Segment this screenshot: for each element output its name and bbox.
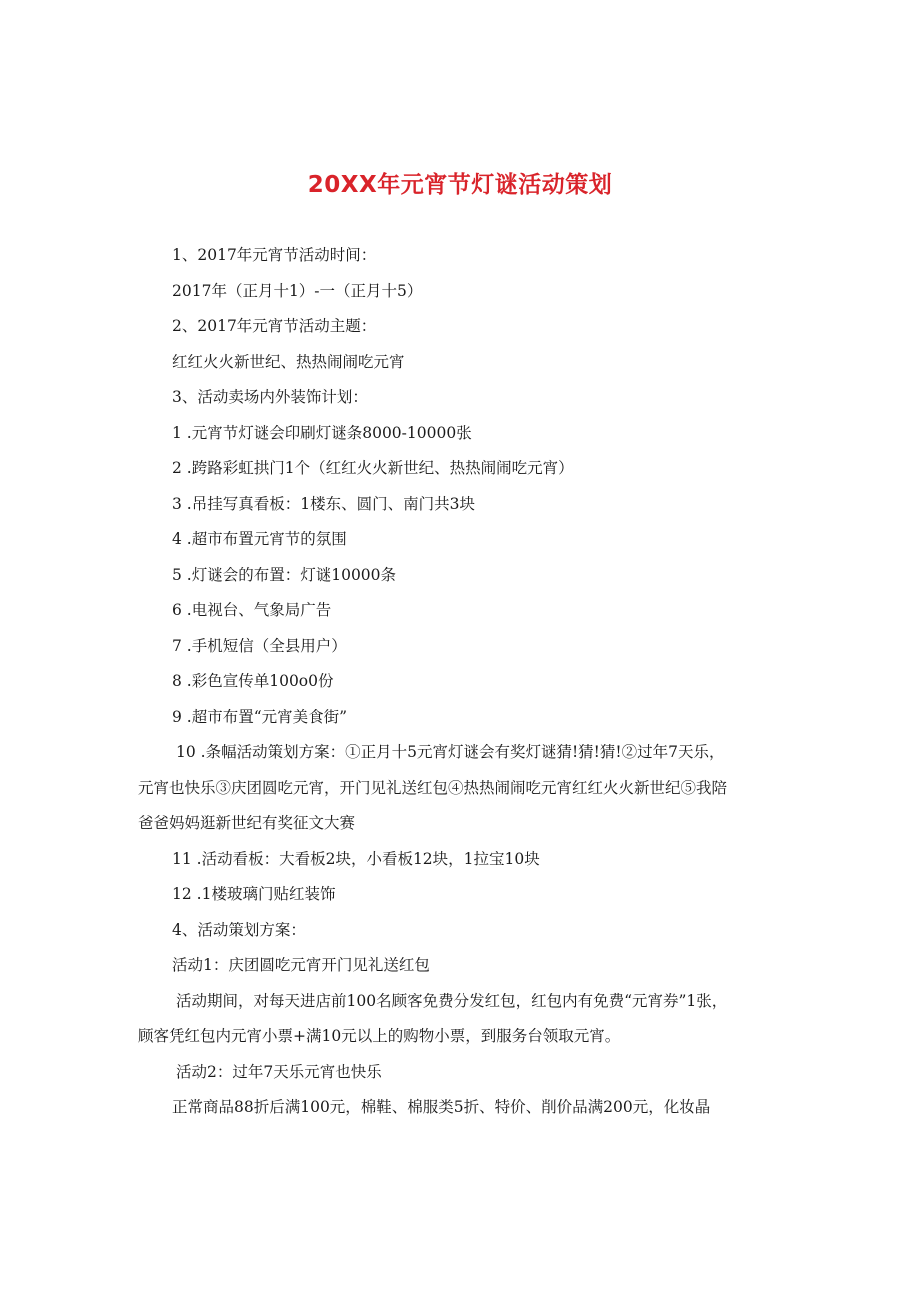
document-body <box>138 238 800 1126</box>
list-item: 10 .条幅活动策划方案：①正月十5元宵灯谜会有奖灯谜猜!猜!猜!②过年7天乐， <box>176 743 725 761</box>
paragraph-line: 2017年（正月十1）-一（正月十5） <box>172 281 423 300</box>
section-heading: 2、2017年元宵节活动主题： <box>172 317 377 335</box>
list-item: 11 .活动看板：大看板2块，小看板12块，1拉宝10块 <box>172 849 540 868</box>
activity-heading: 活动2：过年7天乐元宵也快乐 <box>176 1062 382 1081</box>
paragraph-line: 红红火火新世纪、热热闹闹吃元宵 <box>172 352 405 371</box>
section-heading: 1、2017年元宵节活动时间： <box>172 246 377 264</box>
section-heading: 3、活动卖场内外装饰计划： <box>172 388 368 406</box>
list-item: 8 .彩色宣传单100o0份 <box>172 672 334 690</box>
paragraph-line: 爸爸妈妈逛新世纪有奖征文大赛 <box>138 814 356 832</box>
list-item: 9 .超市布置“元宵美食街” <box>172 707 348 726</box>
list-item: 3 .吊挂写真看板：1楼东、圆门、南门共3块 <box>172 494 475 513</box>
paragraph-line: 顾客凭红包内元宵小票+满10元以上的购物小票，到服务台领取元宵。 <box>138 1027 621 1045</box>
activity-heading: 活动1：庆团圆吃元宵开门见礼送红包 <box>172 956 430 974</box>
list-item: 4 .超市布置元宵节的氛围 <box>172 530 347 548</box>
paragraph-line: 元宵也快乐③庆团圆吃元宵，开门见礼送红包④热热闹闹吃元宵红红火火新世纪⑤我陪 <box>138 778 728 797</box>
list-item: 7 .手机短信（全县用户） <box>172 636 347 655</box>
list-item: 12 .1楼玻璃门贴红装饰 <box>172 885 336 903</box>
paragraph-line: 活动期间，对每天进店前100名顾客免费分发红包，红包内有免费“元宵券”1张， <box>176 991 728 1010</box>
list-item: 6 .电视台、气象局广告 <box>172 601 332 619</box>
list-item: 2 .跨路彩虹拱门1个（红红火火新世纪、热热闹闹吃元宵） <box>172 459 574 477</box>
section-heading: 4、活动策划方案： <box>172 920 306 939</box>
paragraph-line: 正常商品88折后满100元，棉鞋、棉服类5折、特价、削价品满200元，化妆晶 <box>172 1098 711 1116</box>
list-item: 5 .灯谜会的布置：灯谜10000条 <box>172 565 397 584</box>
list-item: 1 .元宵节灯谜会印刷灯谜条8000-10000张 <box>172 423 472 442</box>
page-title: 20XX年元宵节灯谜活动策划 <box>307 172 613 198</box>
